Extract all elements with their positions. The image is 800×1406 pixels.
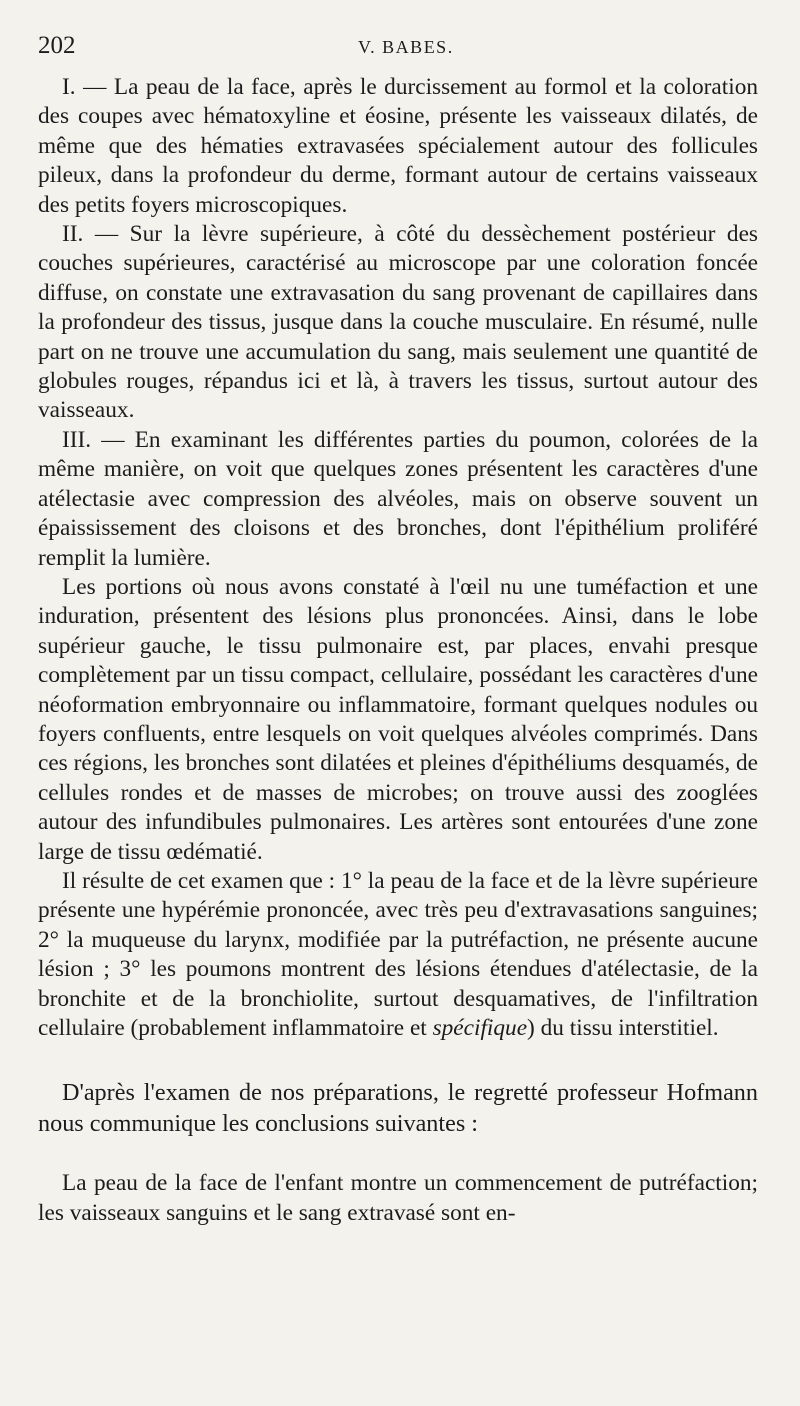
body-text <box>38 73 758 1043</box>
exam-result-text: Il résulte de cet examen que : 1° la peau de la face et de la lèvre supérieure présente une hypérémie prononcée, avec très peu d'extravasations sanguines; 2° la muqueuse du larynx, modifiée par la putréfaction, ne présente aucune lésion ; 3° les poumons montrent des lésions étendues d'atélectasie, de la bronchite et de la bronchiolite, surtout desquamatives, de l'infiltration cellulaire (probablement inflammatoire et <box>38 867 758 1041</box>
running-header <box>38 0 758 70</box>
exam-result-italic-term: spécifique <box>432 1015 528 1041</box>
hofmann-conclusions-block <box>38 1169 758 1228</box>
paragraph-upper-lip: II. — Sur la lèvre supérieure, à côté du dessèchement postérieur des couches supérieures, caractérisé au microscope par une coloration foncée diffuse, on constate une extravasation du sang provenant de capillaires dans la profondeur des tissus, jusque dans la couche musculaire. En résumé, nulle part on ne trouve une accumulation du sang, mais seulement une quantité de globules rouges, répandus ici et là, à travers les tissus, surtout autour des vaisseaux. <box>38 221 758 424</box>
paragraph-lung: III. — En examinant les différentes parties du poumon, colorées de la même manière, on voit que quelques zones présentent les caractères d'une atélectasie avec compression des alvéoles, mais on observe souvent un épaississement des cloisons et des bronches, dont l'épithélium proliféré remplit la lumière. <box>38 426 758 571</box>
paragraph-exam-result <box>38 867 758 1043</box>
paragraph-lung-lesions: Les portions où nous avons constaté à l'œil nu une tuméfaction et une induration, présentent des lésions plus prononcées. Ainsi, dans le lobe supérieur gauche, le tissu pulmonaire est, par places, envahi presque complètement par un tissu compact, cellulaire, possédant les caractères d'une néoformation embryonnaire ou inflammatoire, formant quelques nodules ou foyers confluents, entre lesquels on voit quelques alvéoles comprimés. Dans ces régions, les bronches sont dilatées et pleines d'épithéliums desquamés, de cellules rondes et de masses de microbes; on trouve aussi des zooglées autour des infundibules pulmonaires. Les artères sont entourées d'une zone large de tissu œdématié. <box>38 573 758 865</box>
paragraph-skin-face: I. — La peau de la face, après le durcissement au formol et la coloration des coupes avec hématoxyline et éosine, présente les vaisseaux dilatés, de même que des hématies extravasées spécialement autour des follicules pileux, dans la profondeur du derme, formant autour de certains vaisseaux des petits foyers microscopiques. <box>38 74 758 218</box>
paragraph-hofmann-intro: D'après l'examen de nos préparations, le regretté professeur Hofmann nous communique les conclusions suivantes : <box>38 1079 758 1138</box>
page-number: 202 <box>38 32 76 59</box>
paragraph-hofmann-conclusion: La peau de la face de l'enfant montre un commencement de putréfaction; les vaisseaux sanguins et le sang extravasé sont en- <box>38 1170 758 1226</box>
hofmann-intro-block <box>38 1077 758 1139</box>
exam-result-text-end: ) du tissu interstitiel. <box>527 1015 719 1041</box>
running-title: V. BABES. <box>358 37 454 57</box>
